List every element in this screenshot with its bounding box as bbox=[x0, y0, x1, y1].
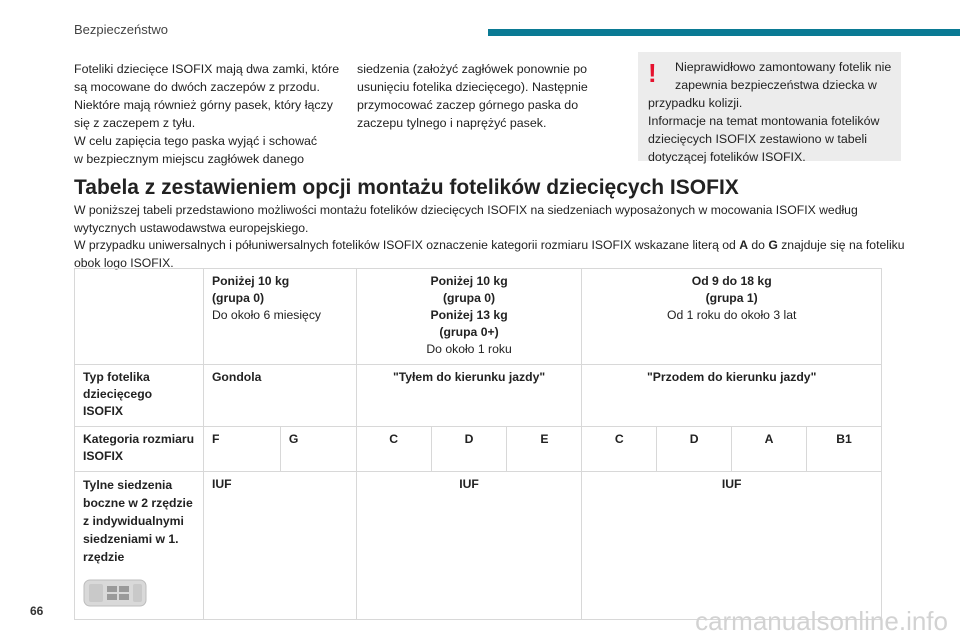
group-1-header: Od 9 do 18 kg (grupa 1) Od 1 roku do około 3 lat bbox=[582, 269, 882, 365]
text-line: Foteliki dziecięce ISOFIX mają dwa zamki, które bbox=[74, 62, 340, 76]
size-category-cell: E bbox=[507, 427, 582, 472]
row-label: Typ fotelika dziecięcego ISOFIX bbox=[75, 365, 204, 427]
header-accent-bar bbox=[488, 29, 960, 36]
group-0plus-header: Poniżej 10 kg (grupa 0) Poniżej 13 kg (grupa 0+) Do około 1 roku bbox=[356, 269, 582, 365]
watermark: carmanualsonline.info bbox=[695, 606, 948, 636]
intro-line: W poniższej tabeli przedstawiono możliwości montażu fotelików dziecięcych ISOFIX na siedzeniach wyposażonych w mocowania ISOFIX według bbox=[74, 203, 858, 217]
text-column-2 bbox=[357, 60, 622, 132]
text-line: przymocować zaczep górnego paska do bbox=[357, 98, 579, 112]
warning-line: Nieprawidłowo zamontowany fotelik nie bbox=[675, 60, 892, 74]
intro-line: wytycznych ustawodawstwa europejskiego. bbox=[74, 220, 309, 235]
row-label: Tylne siedzenia boczne w 2 rzędzie z indywidualnymi siedzeniami w 1. rzędzie bbox=[75, 472, 204, 620]
iuf-cell: IUF bbox=[356, 472, 582, 620]
intro-line: W przypadku uniwersalnych i półuniwersalnych fotelików ISOFIX oznaczenie kategorii rozmiaru ISOFIX wskazane literą od A do G znajduje się na foteliku bbox=[74, 238, 905, 252]
warning-line: dziecięcych ISOFIX zestawiono w tabeli bbox=[648, 132, 867, 146]
isofix-table bbox=[74, 268, 882, 620]
section-title: Tabela z zestawieniem opcji montażu fotelików dziecięcych ISOFIX bbox=[74, 176, 739, 199]
warning-line: zapewnia bezpieczeństwa dziecka w bbox=[675, 78, 877, 92]
row-label: Kategoria rozmiaru ISOFIX bbox=[75, 427, 204, 472]
size-category-cell: D bbox=[431, 427, 507, 472]
size-category-cell: D bbox=[657, 427, 732, 472]
text-line: usunięciu fotelika dziecięcego). Następnie bbox=[357, 80, 588, 94]
size-category-cell: A bbox=[732, 427, 807, 472]
warning-line: dotyczącej fotelików ISOFIX. bbox=[648, 150, 806, 164]
size-category-cell: G bbox=[280, 427, 356, 472]
text-line: są mocowane do dwóch zaczepów z przodu. bbox=[74, 80, 320, 94]
type-cell: "Tyłem do kierunku jazdy" bbox=[356, 365, 582, 427]
text-line: siedzenia (założyć zagłówek ponownie po bbox=[357, 62, 588, 76]
text-line: się z zaczepem z tyłu. bbox=[74, 116, 196, 130]
text-line: W celu zapięcia tego paska wyjąć i schować bbox=[74, 134, 318, 148]
warning-line: przypadku kolizji. bbox=[648, 96, 743, 110]
exclamation-icon: ! bbox=[648, 58, 657, 88]
size-category-cell: F bbox=[203, 427, 280, 472]
table-row bbox=[75, 269, 882, 365]
type-cell: Gondola bbox=[203, 365, 356, 427]
warning-box bbox=[638, 52, 901, 164]
size-category-cell: C bbox=[356, 427, 431, 472]
text-line: Niektóre mają również górny pasek, który łączy bbox=[74, 98, 333, 112]
section-header: Bezpieczeństwo bbox=[74, 22, 168, 37]
warning-line: Informacje na temat montowania fotelików bbox=[648, 114, 880, 128]
iuf-cell: IUF bbox=[203, 472, 356, 620]
text-line: zaczepu tylnego i naprężyć pasek. bbox=[357, 116, 547, 130]
type-cell: "Przodem do kierunku jazdy" bbox=[582, 365, 882, 427]
table-row bbox=[75, 472, 882, 620]
text-column-1 bbox=[74, 60, 344, 168]
intro-line: obok logo ISOFIX. bbox=[74, 255, 174, 270]
iuf-cell: IUF bbox=[582, 472, 882, 620]
table-cell-empty bbox=[75, 269, 204, 365]
size-category-cell: C bbox=[582, 427, 657, 472]
size-category-cell: B1 bbox=[806, 427, 881, 472]
warning-text bbox=[648, 58, 896, 166]
table-row bbox=[75, 365, 882, 427]
page-number: 66 bbox=[30, 604, 44, 618]
intro-paragraph bbox=[74, 202, 910, 272]
text-line: w bezpiecznym miejscu zagłówek danego bbox=[74, 152, 305, 166]
group-0-header: Poniżej 10 kg (grupa 0) Do około 6 miesięcy bbox=[203, 269, 356, 365]
van-seat-diagram-icon bbox=[83, 578, 147, 608]
table-row bbox=[75, 427, 882, 472]
